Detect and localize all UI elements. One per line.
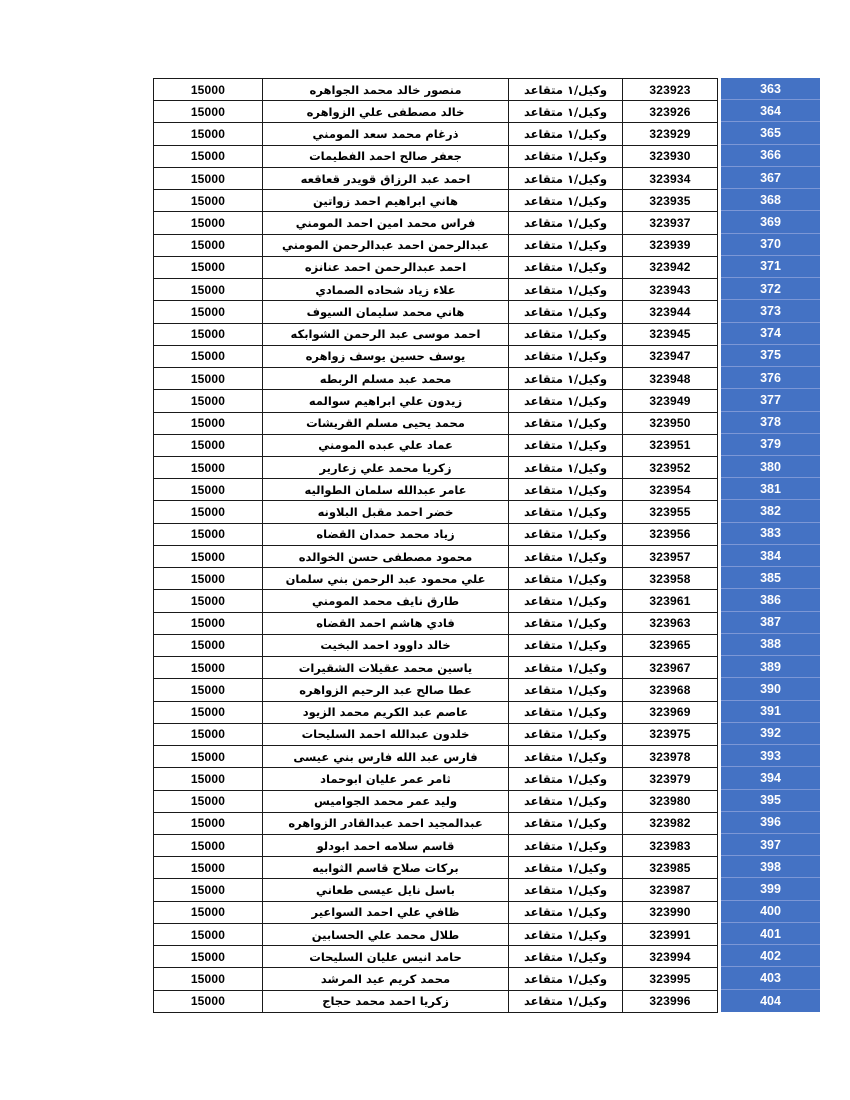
seq-cell: 369 — [721, 211, 820, 233]
seq-cell: 386 — [721, 589, 820, 611]
rank-cell: وكيل/١ متقاعد — [509, 702, 623, 724]
name-cell: عاصم عبد الكريم محمد الزيود — [263, 702, 509, 724]
seq-cell: 400 — [721, 901, 820, 923]
salary-cell: 15000 — [154, 212, 263, 234]
seq-cell: 404 — [721, 990, 820, 1012]
rank-cell: وكيل/١ متقاعد — [509, 835, 623, 857]
seq-cell: 402 — [721, 945, 820, 967]
salary-cell: 15000 — [154, 568, 263, 590]
seq-cell: 395 — [721, 790, 820, 812]
regno-cell: 323982 — [623, 813, 718, 835]
salary-cell: 15000 — [154, 902, 263, 924]
regno-cell: 323945 — [623, 324, 718, 346]
rank-cell: وكيل/١ متقاعد — [509, 746, 623, 768]
rank-cell: وكيل/١ متقاعد — [509, 791, 623, 813]
name-cell: قاسم سلامه احمد ابودلو — [263, 835, 509, 857]
regno-cell: 323987 — [623, 879, 718, 901]
name-cell: ثامر عمر عليان ابوحماد — [263, 768, 509, 790]
regno-cell: 323934 — [623, 168, 718, 190]
salary-cell: 15000 — [154, 657, 263, 679]
rank-cell: وكيل/١ متقاعد — [509, 479, 623, 501]
regno-cell: 323994 — [623, 946, 718, 968]
rank-cell: وكيل/١ متقاعد — [509, 123, 623, 145]
regno-cell: 323952 — [623, 457, 718, 479]
seq-cell: 399 — [721, 878, 820, 900]
regno-cell: 323968 — [623, 679, 718, 701]
salary-cell: 15000 — [154, 457, 263, 479]
regno-cell: 323995 — [623, 968, 718, 990]
salary-cell: 15000 — [154, 324, 263, 346]
rank-cell: وكيل/١ متقاعد — [509, 101, 623, 123]
seq-cell: 384 — [721, 545, 820, 567]
name-cell: فادي هاشم احمد القضاه — [263, 613, 509, 635]
name-cell: عماد علي عبده المومني — [263, 435, 509, 457]
regno-cell: 323926 — [623, 101, 718, 123]
salary-cell: 15000 — [154, 524, 263, 546]
regno-cell: 323950 — [623, 413, 718, 435]
salary-cell: 15000 — [154, 168, 263, 190]
salary-cell: 15000 — [154, 368, 263, 390]
regno-cell: 323956 — [623, 524, 718, 546]
regno-cell: 323961 — [623, 590, 718, 612]
name-cell: خالد مصطفى علي الزواهره — [263, 101, 509, 123]
name-cell: عبدالرحمن احمد عبدالرحمن المومني — [263, 235, 509, 257]
seq-cell: 367 — [721, 167, 820, 189]
rank-cell: وكيل/١ متقاعد — [509, 190, 623, 212]
salary-cell: 15000 — [154, 435, 263, 457]
salary-cell: 15000 — [154, 257, 263, 279]
regno-cell: 323963 — [623, 613, 718, 635]
rank-cell: وكيل/١ متقاعد — [509, 212, 623, 234]
regno-cell: 323957 — [623, 546, 718, 568]
name-cell: احمد عبدالرحمن احمد عنانزه — [263, 257, 509, 279]
regno-cell: 323996 — [623, 991, 718, 1013]
seq-cell: 390 — [721, 678, 820, 700]
rank-cell: وكيل/١ متقاعد — [509, 657, 623, 679]
seq-cell: 366 — [721, 145, 820, 167]
rank-cell: وكيل/١ متقاعد — [509, 146, 623, 168]
seq-cell: 380 — [721, 456, 820, 478]
salary-cell: 15000 — [154, 123, 263, 145]
seq-cell: 383 — [721, 523, 820, 545]
regno-cell: 323944 — [623, 301, 718, 323]
rank-cell: وكيل/١ متقاعد — [509, 524, 623, 546]
name-cell: محمد يحيى مسلم القريشات — [263, 413, 509, 435]
seq-cell: 392 — [721, 723, 820, 745]
seq-cell: 363 — [721, 78, 820, 100]
regno-cell: 323955 — [623, 501, 718, 523]
salary-cell: 15000 — [154, 279, 263, 301]
seq-cell: 376 — [721, 367, 820, 389]
regno-cell: 323942 — [623, 257, 718, 279]
regno-cell: 323947 — [623, 346, 718, 368]
seq-cell: 391 — [721, 701, 820, 723]
seq-cell: 387 — [721, 612, 820, 634]
regno-cell: 323930 — [623, 146, 718, 168]
seq-cell: 375 — [721, 345, 820, 367]
salary-cell: 15000 — [154, 235, 263, 257]
salary-cell: 15000 — [154, 101, 263, 123]
retirees-table — [153, 78, 820, 1013]
name-cell: عبدالمجيد احمد عبدالقادر الزواهره — [263, 813, 509, 835]
salary-cell: 15000 — [154, 546, 263, 568]
name-cell: زياد محمد حمدان القضاه — [263, 524, 509, 546]
name-cell: فراس محمد امين احمد المومني — [263, 212, 509, 234]
name-cell: خالد داوود احمد البخيت — [263, 635, 509, 657]
salary-cell: 15000 — [154, 613, 263, 635]
name-cell: حامد انيس عليان السليحات — [263, 946, 509, 968]
name-cell: زكريا احمد محمد حجاج — [263, 991, 509, 1013]
rank-cell: وكيل/١ متقاعد — [509, 368, 623, 390]
seq-cell: 389 — [721, 656, 820, 678]
salary-cell: 15000 — [154, 879, 263, 901]
rank-cell: وكيل/١ متقاعد — [509, 435, 623, 457]
name-cell: محمود مصطفى حسن الخوالده — [263, 546, 509, 568]
salary-cell: 15000 — [154, 768, 263, 790]
rank-cell: وكيل/١ متقاعد — [509, 324, 623, 346]
name-cell: خلدون عبدالله احمد السليحات — [263, 724, 509, 746]
rank-cell: وكيل/١ متقاعد — [509, 257, 623, 279]
rank-cell: وكيل/١ متقاعد — [509, 546, 623, 568]
salary-cell: 15000 — [154, 702, 263, 724]
name-cell: فارس عبد الله فارس بني عيسى — [263, 746, 509, 768]
name-cell: زيدون علي ابراهيم سوالمه — [263, 390, 509, 412]
name-cell: وليد عمر محمد الجواميس — [263, 791, 509, 813]
name-cell: احمد موسى عبد الرحمن الشوابكه — [263, 324, 509, 346]
salary-cell: 15000 — [154, 724, 263, 746]
rank-cell: وكيل/١ متقاعد — [509, 724, 623, 746]
seq-cell: 388 — [721, 634, 820, 656]
regno-cell: 323954 — [623, 479, 718, 501]
salary-cell: 15000 — [154, 413, 263, 435]
name-cell: عامر عبدالله سلمان الطواليه — [263, 479, 509, 501]
salary-cell: 15000 — [154, 79, 263, 101]
rank-cell: وكيل/١ متقاعد — [509, 857, 623, 879]
regno-cell: 323951 — [623, 435, 718, 457]
salary-cell: 15000 — [154, 991, 263, 1013]
seq-cell: 372 — [721, 278, 820, 300]
rank-cell: وكيل/١ متقاعد — [509, 991, 623, 1013]
seq-cell: 398 — [721, 856, 820, 878]
regno-cell: 323923 — [623, 79, 718, 101]
seq-cell: 377 — [721, 389, 820, 411]
seq-cell: 382 — [721, 500, 820, 522]
name-cell: احمد عبد الرزاق قويدر قعاقعه — [263, 168, 509, 190]
seq-cell: 397 — [721, 834, 820, 856]
rank-cell: وكيل/١ متقاعد — [509, 168, 623, 190]
name-cell: بركات صلاح قاسم الثوابيه — [263, 857, 509, 879]
seq-cell: 374 — [721, 323, 820, 345]
regno-cell: 323929 — [623, 123, 718, 145]
rank-cell: وكيل/١ متقاعد — [509, 813, 623, 835]
name-cell: ظافي علي احمد السواعير — [263, 902, 509, 924]
name-cell: زكريا محمد علي زعارير — [263, 457, 509, 479]
salary-cell: 15000 — [154, 968, 263, 990]
rank-cell: وكيل/١ متقاعد — [509, 390, 623, 412]
regno-cell: 323935 — [623, 190, 718, 212]
name-cell: جعفر صالح احمد الفطيمات — [263, 146, 509, 168]
salary-cell: 15000 — [154, 146, 263, 168]
salary-cell: 15000 — [154, 501, 263, 523]
salary-cell: 15000 — [154, 190, 263, 212]
seq-cell: 379 — [721, 434, 820, 456]
rank-cell: وكيل/١ متقاعد — [509, 413, 623, 435]
salary-cell: 15000 — [154, 346, 263, 368]
rank-cell: وكيل/١ متقاعد — [509, 301, 623, 323]
seq-cell: 401 — [721, 923, 820, 945]
regno-cell: 323949 — [623, 390, 718, 412]
name-cell: علاء زياد شحاده الصمادي — [263, 279, 509, 301]
regno-cell: 323985 — [623, 857, 718, 879]
seq-cell: 371 — [721, 256, 820, 278]
salary-cell: 15000 — [154, 590, 263, 612]
name-cell: باسل نايل عيسى طعاني — [263, 879, 509, 901]
salary-cell: 15000 — [154, 635, 263, 657]
salary-cell: 15000 — [154, 791, 263, 813]
seq-cell: 394 — [721, 767, 820, 789]
seq-cell: 365 — [721, 122, 820, 144]
rank-cell: وكيل/١ متقاعد — [509, 879, 623, 901]
name-cell: عطا صالح عبد الرحيم الزواهره — [263, 679, 509, 701]
rank-cell: وكيل/١ متقاعد — [509, 946, 623, 968]
salary-cell: 15000 — [154, 857, 263, 879]
name-cell: طلال محمد علي الحسابين — [263, 924, 509, 946]
seq-cell: 385 — [721, 567, 820, 589]
rank-cell: وكيل/١ متقاعد — [509, 346, 623, 368]
regno-cell: 323983 — [623, 835, 718, 857]
salary-cell: 15000 — [154, 679, 263, 701]
seq-cell: 381 — [721, 478, 820, 500]
regno-cell: 323948 — [623, 368, 718, 390]
regno-cell: 323965 — [623, 635, 718, 657]
name-cell: محمد كريم عيد المرشد — [263, 968, 509, 990]
regno-cell: 323978 — [623, 746, 718, 768]
seq-cell: 393 — [721, 745, 820, 767]
name-cell: محمد عبد مسلم الربطه — [263, 368, 509, 390]
rank-cell: وكيل/١ متقاعد — [509, 924, 623, 946]
salary-cell: 15000 — [154, 835, 263, 857]
salary-cell: 15000 — [154, 924, 263, 946]
rank-cell: وكيل/١ متقاعد — [509, 235, 623, 257]
rank-cell: وكيل/١ متقاعد — [509, 501, 623, 523]
seq-column — [721, 78, 820, 1012]
salary-cell: 15000 — [154, 479, 263, 501]
salary-cell: 15000 — [154, 746, 263, 768]
rank-cell: وكيل/١ متقاعد — [509, 635, 623, 657]
salary-cell: 15000 — [154, 946, 263, 968]
seq-cell: 378 — [721, 412, 820, 434]
name-cell: خضر احمد مقبل البلاونه — [263, 501, 509, 523]
rank-cell: وكيل/١ متقاعد — [509, 968, 623, 990]
name-cell: منصور خالد محمد الجواهره — [263, 79, 509, 101]
rank-cell: وكيل/١ متقاعد — [509, 613, 623, 635]
rank-cell: وكيل/١ متقاعد — [509, 768, 623, 790]
regno-cell: 323958 — [623, 568, 718, 590]
seq-cell: 403 — [721, 967, 820, 989]
seq-cell: 370 — [721, 234, 820, 256]
regno-cell: 323979 — [623, 768, 718, 790]
name-cell: علي محمود عبد الرحمن بني سلمان — [263, 568, 509, 590]
regno-cell: 323967 — [623, 657, 718, 679]
name-cell: هاني محمد سليمان السيوف — [263, 301, 509, 323]
regno-cell: 323980 — [623, 791, 718, 813]
rank-cell: وكيل/١ متقاعد — [509, 679, 623, 701]
seq-cell: 396 — [721, 812, 820, 834]
rank-cell: وكيل/١ متقاعد — [509, 590, 623, 612]
regno-cell: 323975 — [623, 724, 718, 746]
rank-cell: وكيل/١ متقاعد — [509, 79, 623, 101]
name-cell: ياسين محمد عقيلات الشقيرات — [263, 657, 509, 679]
name-cell: طارق نايف محمد المومني — [263, 590, 509, 612]
seq-cell: 364 — [721, 100, 820, 122]
salary-cell: 15000 — [154, 390, 263, 412]
main-table — [153, 78, 718, 1013]
name-cell: يوسف حسين يوسف زواهره — [263, 346, 509, 368]
regno-cell: 323969 — [623, 702, 718, 724]
regno-cell: 323939 — [623, 235, 718, 257]
regno-cell: 323991 — [623, 924, 718, 946]
rank-cell: وكيل/١ متقاعد — [509, 902, 623, 924]
name-cell: ذرغام محمد سعد المومني — [263, 123, 509, 145]
rank-cell: وكيل/١ متقاعد — [509, 279, 623, 301]
seq-cell: 368 — [721, 189, 820, 211]
name-cell: هاني ابراهيم احمد زواتين — [263, 190, 509, 212]
regno-cell: 323943 — [623, 279, 718, 301]
seq-cell: 373 — [721, 300, 820, 322]
rank-cell: وكيل/١ متقاعد — [509, 568, 623, 590]
regno-cell: 323937 — [623, 212, 718, 234]
rank-cell: وكيل/١ متقاعد — [509, 457, 623, 479]
salary-cell: 15000 — [154, 813, 263, 835]
regno-cell: 323990 — [623, 902, 718, 924]
salary-cell: 15000 — [154, 301, 263, 323]
